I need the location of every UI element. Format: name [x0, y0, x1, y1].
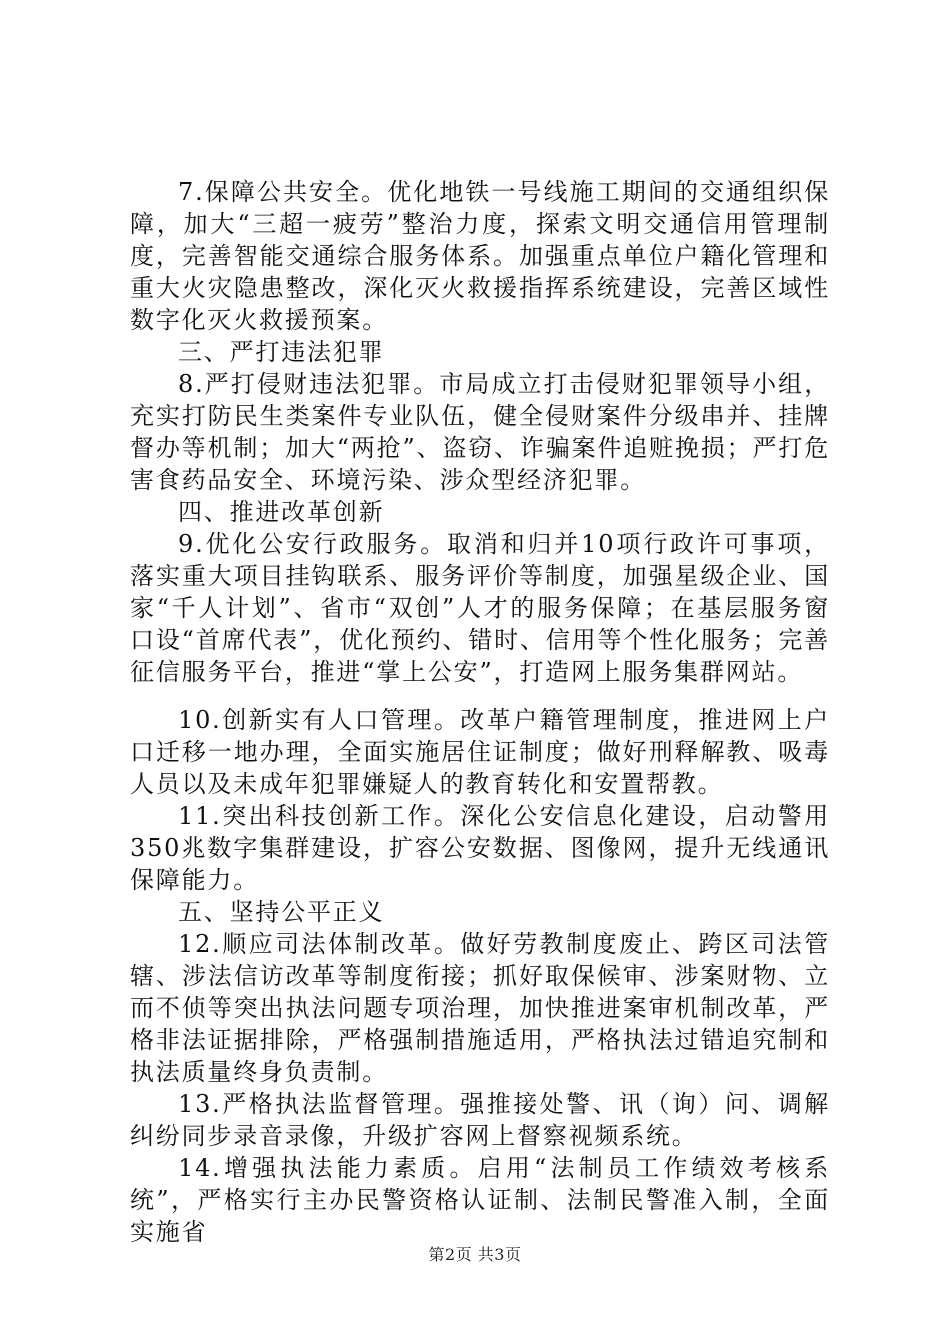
paragraph-14-enforcement-capability: 14.增强执法能力素质。启用“法制员工作绩效考核系统”，严格实行主办民警资格认证制、法制民警准入制，全面实施省: [130, 1154, 830, 1246]
paragraph-7-public-safety: 7.保障公共安全。优化地铁一号线施工期间的交通组织保障，加大“三超一疲劳”整治力度，探索文明交通信用管理制度，完善智能交通综合服务体系。加强重点单位户籍化管理和重大火灾隐患整改，深化灭火救援指挥系统建设，完善区域性数字化灭火救援预案。: [130, 178, 830, 334]
page-number-footer: 第2页 共3页: [428, 1245, 522, 1264]
paragraph-13-law-enforcement-supervision: 13.严格执法监督管理。强推接处警、讯（询）问、调解纠纷同步录音录像，升级扩容网上督察视频系统。: [130, 1090, 830, 1150]
paragraph-11-tech-innovation: 11.突出科技创新工作。深化公安信息化建设，启动警用350兆数字集群建设，扩容公安数据、图像网，提升无线通讯保障能力。: [130, 802, 830, 894]
section-heading-5: 五、坚持公平正义: [178, 898, 385, 926]
section-heading-4: 四、推进改革创新: [178, 498, 385, 526]
paragraph-10-population-management: 10.创新实有人口管理。改革户籍管理制度，推进网上户口迁移一地办理，全面实施居住证制度；做好刑释解教、吸毒人员以及未成年犯罪嫌疑人的教育转化和安置帮教。: [130, 706, 830, 798]
section-heading-3: 三、严打违法犯罪: [178, 338, 385, 366]
paragraph-12-judicial-reform: 12.顺应司法体制改革。做好劳教制度废止、跨区司法管辖、涉法信访改革等制度衔接；抓好取保候审、涉案财物、立而不侦等突出执法问题专项治理，加快推进案审机制改革，严格非法证据排除，严格强制措施适用，严格执法过错追究制和执法质量终身负责制。: [130, 930, 830, 1086]
paragraph-8-crime-crackdown: 8.严打侵财违法犯罪。市局成立打击侵财犯罪领导小组，充实打防民生类案件专业队伍，健全侵财案件分级串并、挂牌督办等机制；加大“两抢”、盗窃、诈骗案件追赃挽损；严打危害食药品安全、环境污染、涉众型经济犯罪。: [130, 370, 830, 494]
paragraph-9-admin-services: 9.优化公安行政服务。取消和归并10项行政许可事项，落实重大项目挂钩联系、服务评价等制度，加强星级企业、国家“千人计划”、省市“双创”人才的服务保障；在基层服务窗口设“首席代表”，优化预约、错时、信用等个性化服务；完善征信服务平台，推进“掌上公安”，打造网上服务集群网站。: [130, 530, 830, 686]
